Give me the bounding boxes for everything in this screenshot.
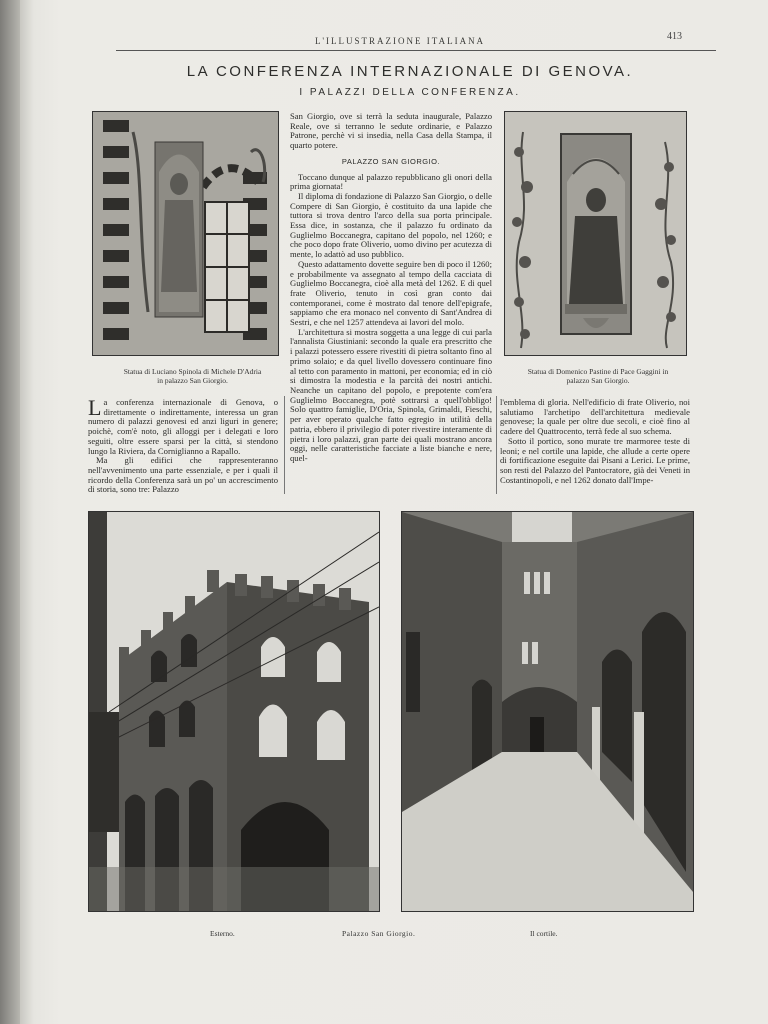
section-heading: PALAZZO SAN GIORGIO.: [341, 156, 441, 166]
center-intro-paragraph: San Giorgio, ove si terrà la seduta inaugurale, Palazzo Reale, ove si terranno le sedute ordinarie, e Palazzo Patrone, perchè vi si insedia, nella Casa della Stampa, il quarto potere.: [290, 112, 492, 151]
left-paragraph: Ma gli edifici che rappresenteranno nell'avvenimento una parte essenziale, e per i quali il ricordo della Conferenza sarà un po' un accrescimento di storia, sono tre: Palazzo: [88, 455, 278, 495]
exterior-photo: [88, 511, 380, 912]
center-paragraph: Questo adattamento dovette seguire ben di poco il 1260; e probabilmente va assegnato al tempo della cacciata di Guglielmo Boccanegra, cioè alla metà del 1262. E di quel frate Oliverio, tenuto in così gran conto dai contemporanei, come è mostrato dal tenore dell'epigrafe, sappiamo che era monaco nel convento di Sant'Andrea di Sestri, e che nel 1257 attendeva ai lavori del molo.: [290, 258, 492, 328]
left-statue-photo: [92, 111, 279, 356]
center-column: [290, 112, 492, 495]
drop-cap: L: [88, 398, 102, 420]
article-title: LA CONFERENZA INTERNAZIONALE DI GENOVA.: [186, 63, 634, 80]
right-paragraph: Sotto il portico, sono murate tre marmoree teste di leoni; e nel cortile una lapide, che allude a certe opere di fortificazione eseguite dai Pisani a Lerici. Le prime, son resti del Palazzo del Pantocratore, già dei Veneti in Costantinopoli, e nel 1262 donato dall'Impe-: [500, 435, 690, 485]
exterior-caption: Esterno.: [210, 929, 235, 938]
book-spine: [0, 0, 22, 1024]
running-head: L'ILLUSTRAZIONE ITALIANA: [314, 36, 486, 46]
courtyard-caption: Il cortile.: [530, 929, 558, 938]
courtyard-photo: [401, 511, 694, 912]
right-column: [500, 398, 690, 496]
right-paragraph: l'emblema di gloria. Nell'edificio di frate Oliverio, noi salutiamo l'archetipo dell'architettura medievale genovese; la quale per oltre due secoli, e cioè fino al cadere del Quattrocento, terrà fede al suo schema.: [500, 398, 690, 437]
palazzo-caption: Palazzo San Giorgio.: [342, 929, 416, 938]
left-statue-caption: Statua di Luciano Spinola di Michele D'Adria in palazzo San Giorgio.: [123, 367, 262, 385]
left-paragraph: La conferenza internazionale di Genova, o direttamente o indirettamente, interessa un gran numero di palazzi genovesi ed anzi liguri in genere; poichè, com'è noto, gli alloggi per i delegati e loro seguiti, oltre essere sparsi per la città, si stendono lungo la Riviera, da Corniglianno a Rapallo.: [88, 398, 278, 456]
center-paragraph: L'architettura si mostra soggetta a una legge di cui parla l'annalista Giustiniani: secondo la quale era prescritto che i palazzi potessero essere rivestiti di pietra soltanto fino al primo solaio; e da quel livello dovessero continuare fino al tetto con paramento in mattoni, per economia; ed in ciò si dimostra la modestia e la parcità dei nostri antichi. Neanche un capitano del popolo, e prepotente com'era Guglielmo Boccanegra, potè sottrarsi a quell'obbligo! Solo quattro famiglie, D'Oria, Spinola, Grimaldi, Fieschi, per aver operato qualche fatto egregio in utilità della patria, ebbero il privilegio di poter rivestire interamente di pietra i loro palazzi, gran parte dei quali mostrano ancora oggi, nelle caratteristiche facciate a liste bianche e nere, quel-: [290, 326, 492, 463]
relief-statue-image: [93, 112, 278, 355]
center-paragraph: Il diploma di fondazione di Palazzo San Giorgio, o delle Compere di San Giorgio, è costituito da una lapide che tuttora si trova dentro l'arco della sua porta principale. Essa dice, in sostanza, che il palazzo fu ordinato da Guglielmo Boccanegra, capitano del popolo, nel 1260; e che poco dopo frate Oliverio, uomo divino per acutezza di mente, lo adattò ad uso pubblico.: [290, 190, 492, 260]
right-statue-photo: [504, 111, 687, 356]
magazine-page: [20, 0, 768, 1024]
column-divider: [496, 396, 497, 494]
header-rule: [116, 50, 716, 51]
statue-niche-image: [505, 112, 686, 355]
column-divider: [284, 396, 285, 494]
page-number: 413: [667, 31, 682, 42]
courtyard-arcade-image: [402, 512, 693, 911]
palazzo-exterior-image: [89, 512, 379, 911]
left-column: [88, 398, 278, 496]
center-paragraph: Toccano dunque al palazzo repubblicano gli onori della prima giornata!: [290, 171, 492, 192]
article-subtitle: I PALAZZI DELLA CONFERENZA.: [299, 87, 521, 98]
right-statue-caption: Statua di Domenico Pastine di Pace Gaggini in palazzo San Giorgio.: [527, 367, 669, 385]
